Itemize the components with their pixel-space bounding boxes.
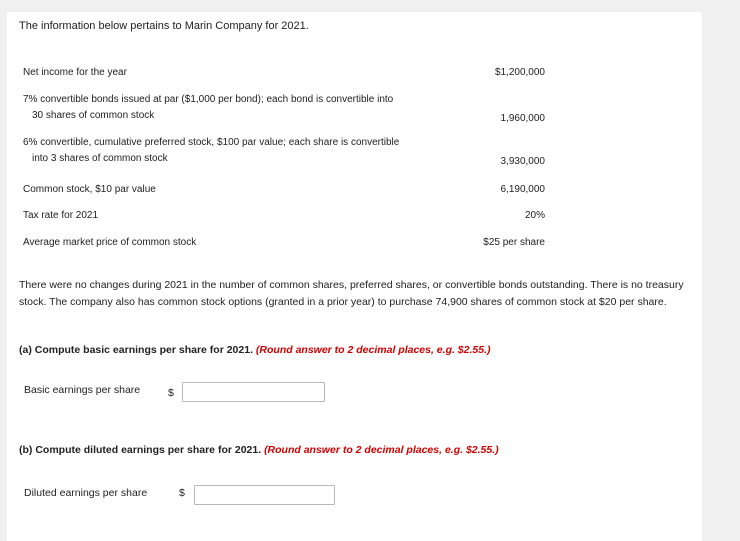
fact-value: $25 per share [483, 237, 545, 248]
table-row [23, 124, 545, 167]
fact-label: 7% convertible bonds issued at par ($1,000 per bond); each bond is convertible into 30 shares of common stock [23, 94, 394, 121]
basic-eps-input[interactable] [182, 382, 325, 402]
table-row [23, 54, 545, 78]
facts-table [23, 54, 545, 248]
table-row [23, 221, 545, 248]
table-row [23, 167, 545, 195]
basic-eps-label: Basic earnings per share [24, 384, 141, 396]
question-b-text: (b) Compute diluted earnings per share for 2021. [19, 444, 262, 456]
table-row [23, 195, 545, 221]
question-b [19, 444, 499, 456]
question-a-text: (a) Compute basic earnings per share for 2021. [19, 344, 253, 356]
currency-symbol: $ [179, 487, 185, 499]
fact-label: Common stock, $10 par value [23, 184, 156, 195]
fact-label: Net income for the year [23, 67, 127, 78]
fact-label: 6% convertible, cumulative preferred stock, $100 par value; each share is convertible into 3 shares of common stock [23, 137, 400, 164]
table-row [23, 78, 545, 124]
top-strip [0, 0, 740, 12]
fact-value: $1,200,000 [494, 67, 545, 78]
fact-value: 3,930,000 [500, 156, 545, 167]
diluted-eps-input[interactable] [194, 485, 335, 505]
diluted-eps-label: Diluted earnings per share [24, 487, 148, 499]
fact-label: Tax rate for 2021 [23, 210, 99, 221]
fact-value: 20% [524, 210, 545, 221]
question-a-note: (Round answer to 2 decimal places, e.g. $2.55.) [255, 344, 491, 356]
question-b-note: (Round answer to 2 decimal places, e.g. $2.55.) [264, 444, 499, 456]
question-panel [7, 12, 702, 541]
currency-symbol: $ [168, 387, 174, 399]
fact-value: 6,190,000 [500, 184, 545, 195]
fact-value: 1,960,000 [500, 113, 545, 124]
problem-paragraph: There were no changes during 2021 in the number of common shares, preferred shares, or convertible bonds outstanding. There is no treasury stock. The company also has common stock options (granted in a prior year) to purchase 74,900 shares of common stock at $20 per share. [19, 279, 684, 308]
intro-text: The information below pertains to Marin Company for 2021. [19, 20, 309, 32]
fact-label: Average market price of common stock [23, 237, 197, 248]
question-a [19, 344, 491, 356]
